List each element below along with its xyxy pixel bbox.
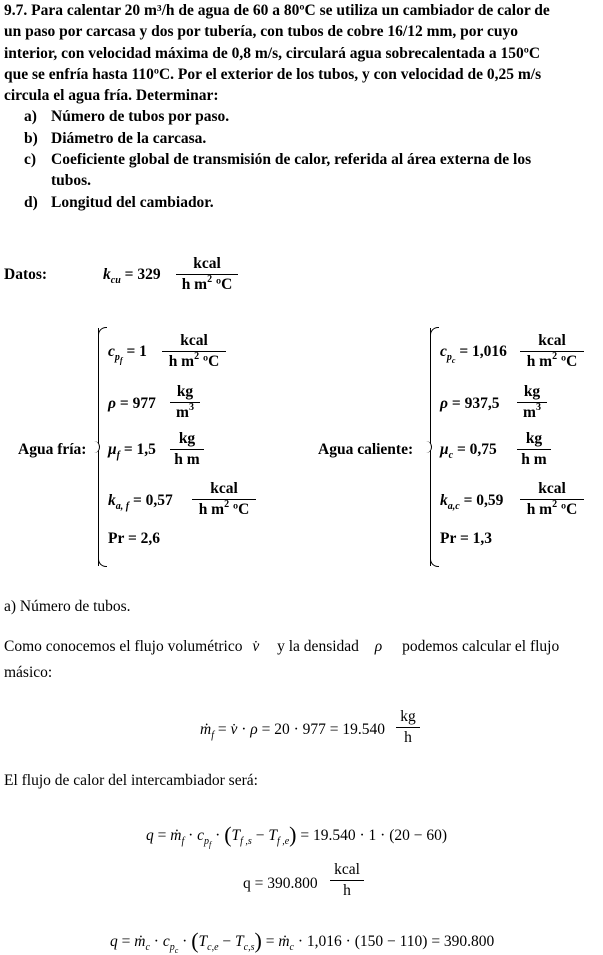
- cold-mu-unit: kg h m: [170, 431, 204, 467]
- equation-heat-flow: q = ṁ$_f$ · $c_{p_f} \cdot (T_{f ,s} - T_{f ,e}) = 19.540 \cdot 1 \cdot (20 - 60)$: [146, 822, 448, 849]
- cold-mu: $\mu_f = 1,5$: [108, 441, 156, 461]
- problem-line-5: circula el agua fría. Determinar:: [4, 87, 219, 105]
- paragraph-1-line-2: másico:: [4, 664, 53, 681]
- hot-mu-unit: kg h m: [517, 431, 551, 467]
- equation-hot-side: q = ṁ$_c$ · $c_{p_c} \cdot (T_{c,e} - T_{c,s})$ = ṁ$_c$ · 1,016 · (150 − 110) = 390.800: [110, 928, 495, 955]
- equation-heat-result: q = 390.800: [243, 875, 318, 892]
- problem-line-2: un paso por carcasa y dos por tubería, con tubos de cobre 16/12 mm, por cuyo: [4, 23, 518, 41]
- equation-mass-flow: ṁ$_f$ = v̇ · ρ = 20 · 977 = 19.540: [200, 721, 386, 741]
- hot-rho: ρ = 937,5: [440, 395, 500, 412]
- cold-cp: $c_{p_f} = 1$: [108, 343, 147, 365]
- section-a-heading: a) Número de tubos.: [4, 598, 131, 615]
- problem-line-3: interior, con velocidad máxima de 0,8 m/s, circulará agua sobrecalentada a 150ºC: [4, 44, 541, 62]
- problem-line-4: que se enfría hasta 110ºC. Por el exterior de los tubos, y con velocidad de 0,25 m/s: [4, 65, 542, 83]
- question-b: b) Diámetro de la carcasa.: [24, 129, 207, 147]
- hot-water-label: Agua caliente:: [318, 441, 414, 458]
- hot-cp: $c_{p_c} = 1,016$: [440, 343, 507, 365]
- paragraph-2: El flujo de calor del intercambiador será:: [4, 772, 258, 789]
- cold-k: $k_{a, f} = 0,57$: [108, 492, 173, 512]
- hot-mu: $\mu_c = 0,75$: [440, 441, 497, 461]
- cold-cp-unit: kcal h $m^2$ ºC: [162, 333, 226, 369]
- mass-flow-unit: kg h: [396, 709, 420, 745]
- question-d: d) Longitud del cambiador.: [24, 193, 214, 211]
- cold-rho-unit: kg $m^3$: [170, 384, 200, 420]
- k-cu-unit: kcal h $m^2$ ºC: [176, 256, 238, 292]
- cold-water-label: Agua fría:: [18, 441, 87, 458]
- cold-rho: ρ = 977: [108, 395, 156, 412]
- heat-result-unit: kcal h: [330, 862, 364, 898]
- question-c-continued: tubos.: [51, 172, 92, 190]
- hot-k: $k_{a,c} = 0,59$: [440, 492, 504, 512]
- problem-line-1: 9.7. Para calentar 20 m³/h de agua de 60 a 80ºC se utiliza un cambiador de calor de: [4, 2, 550, 19]
- hot-rho-unit: kg $m^3$: [517, 384, 547, 420]
- hot-cp-unit: kcal h $m^2$ ºC: [520, 333, 584, 369]
- cold-k-unit: kcal h $m^2$ ºC: [192, 481, 256, 517]
- paragraph-1-line-1: Como conocemos el flujo volumétrico v̇ y la densidad ρ podemos calcular el flujo: [4, 638, 560, 655]
- hot-pr: Pr = 1,3: [440, 530, 493, 547]
- question-a: a) Número de tubos por paso.: [24, 108, 230, 126]
- cold-pr: Pr = 2,6: [108, 530, 161, 547]
- problem-statement: [4, 0, 601, 213]
- k-cu-symbol: $k_{cu} = 329$: [103, 266, 161, 286]
- datos-label: Datos:: [4, 266, 48, 283]
- question-c: c) Coeficiente global de transmisión de calor, referida al área externa de los: [24, 151, 532, 169]
- hot-k-unit: kcal h $m^2$ ºC: [520, 481, 584, 517]
